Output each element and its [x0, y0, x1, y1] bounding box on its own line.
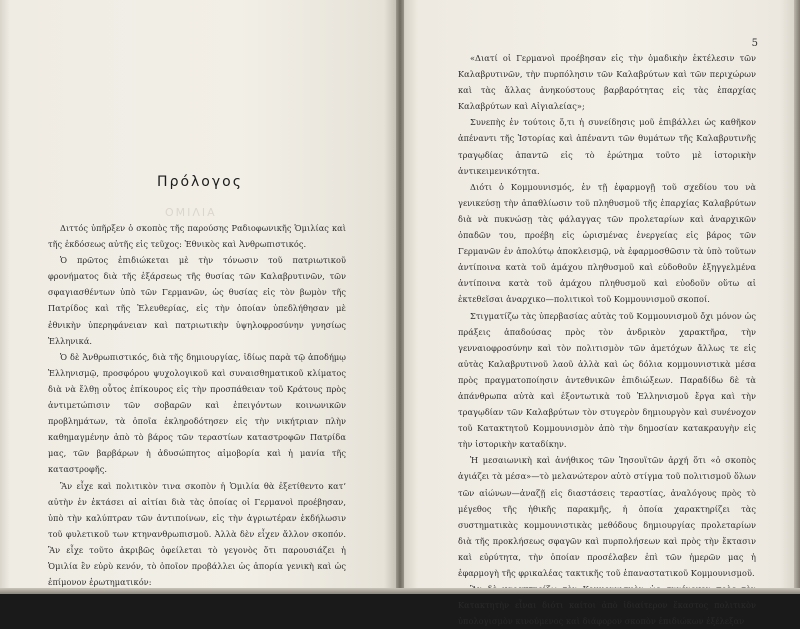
paragraph: Διότι ὁ Κομμουνισμός, ἐν τῇ ἐφαρμογῇ τοῦ σχεδίου του νὰ γενικεύσῃ τὴν ἀπαθλίωσιν τοῦ πληθυσμοῦ τῆς ἐπαρχίας Καλαβρύτων διὰ νὰ πυκνώσῃ τὰς φάλαγγας τῶν προλεταρίων καὶ ἀναρχικῶν ὀπαδῶν του, προέβη εἰς ὡρισμένας ἐνεργείας εἰς βάρος τῶν Γερμανῶν ἐν ἀπολύτῳ ἀποκλεισμῷ, νὰ ἐφαρμοσθῶσιν τὰ ὑπὸ τοῦτων ἀντίποινα κατὰ τοῦ ἀμάχου πληθυσμοῦ καὶ εὐδοθοῦν ἐξηγγελμένα ἀντίποινα κατὰ τοῦ ἀμάχου πληθυσμοῦ καὶ εὐοδοῦν οὕτω αἱ ἐκτεθεῖσαι ἀναρχικο—πολιτικοὶ τοῦ Κομμουνισμοῦ σκοποί. [458, 181, 756, 305]
paragraph: Ὁ πρῶτος ἐπιδιώκεται μὲ τὴν τόνωσιν τοῦ πατριωτικοῦ φρονήματος διὰ τῆς ἐξάρσεως τῆς θυσίας τῶν Καλαβρυτινῶν, τῶν σφαγιασθέντων ὑπὸ τῶν Γερμανῶν, ὡς θυσίας εἰς τὸν βωμὸν τῆς Πατρίδος καὶ τῆς Ἐλευθερίας, εἰς τὴν ὁποίαν ὑπεδλήθησαν μὲ ἐθνικὴν ὑπερηφάνειαν καὶ πατριωτικὴν ὑψηλοφροσύνην γνησίως Ἑλληνικά. [48, 255, 346, 346]
page-edge [794, 0, 800, 594]
page-title: Πρόλογος [157, 174, 243, 190]
right-page [400, 0, 800, 627]
paragraph: Στιγματίζω τὰς ὑπερβασίας αὐτὰς τοῦ Κομμουνισμοῦ ὄχι μόνον ὡς πράξεις ἀπαδούσας πρὸς τὸν ἀνδρικὸν χαρακτῆρα, τὴν γενναιοφροσύνην καὶ τὸν πολιτισμὸν τῶν ἀμετόχων ἄλλως τε εἰς αὐτὰς Καλαβρυτινοῦ λαοῦ ἀλλὰ καὶ ὡς δόλια κομμουνιστικὰ μέσα πρὸς πραγματοποίησιν ἀντεθνικῶν ἐπιδιώξεων. Παραδίδω δὲ τὰ ἀπάνθρωπα αὐτὰ καὶ ἐξοντωτικὰ τοῦ Ἑλληνισμοῦ ἔργα καὶ τὴν τραγῳδίαν τῶν Καλαβρύτων τὸν στυγερὸν δημιουργὸν καὶ συνένοχον τοῦ Κατακτητοῦ Κομμουνισμὸν ἀπὸ τὴν δημοσίαν κατακραυγὴν εἰς τὴν ἱστορικὴν καταδίκην. [458, 310, 756, 450]
paragraph: Ὁ δὲ Ἀνθρωπιστικός, διὰ τῆς δημιουργίας, ἰδίως παρὰ τῷ ἀποδήμῳ Ἑλληνισμῷ, προσφόρου ψυχολογικοῦ καὶ συναισθηματικοῦ κλίματος διὰ νὰ ἔλθῃ οὗτος ἐπίκουρος εἰς τὴν προσπάθειαν τοῦ Κράτους πρὸς ἀντιμετώπισιν τῶν σοβαρῶν καὶ ἐπειγόντων κοινωνικῶν προβλημάτων, τὰ ὁποῖα ἐκληροδότησεν εἰς τὴν νικήτριαν πλὴν καθημαγμένην ἀπὸ τὸ βάρος τῶν τεραστίων καταστροφῶν Πατρίδα μας, τῶν βαρβάρων ἡ ἀδυσώπητος αἱμοβορία καὶ ἡ μανία τῆς καταστροφῆς. [48, 351, 346, 475]
book-gutter [396, 0, 404, 594]
paragraph: «Διατί οἱ Γερμανοὶ προέβησαν εἰς τὴν ὁμαδικὴν ἐκτέλεσιν τῶν Καλαβρυτινῶν, τὴν πυρπόλησιν τῶν Καλαβρύτων καὶ τῶν περιχώρων καὶ τὰς ἄλλας ἀνηκούστους βαρβαρότητας εἰς τὰς ἐπαρχίας Καλαβρύτων καὶ Αἰγιαλείας»; [458, 53, 756, 112]
right-page-body [458, 50, 756, 629]
paragraph: Διττός ὑπῆρξεν ὁ σκοπὸς τῆς παρούσης Ραδιοφωνικῆς Ὁμιλίας καὶ τῆς ἐκδόσεως αὐτῆς εἰς τεῦχος: Ἐθνικὸς καὶ Ἀνθρωπιστικός. [48, 223, 346, 250]
page-number: 5 [751, 38, 758, 49]
paragraph: Ἂν εἶχε καὶ πολιτικὸν τινα σκοπὸν ἡ Ὁμιλία θὰ ἐξετίθεντο κατ’ αὐτὴν ἐν ἐκτάσει αἱ αἰτίαι διὰ τὰς ὁποίας οἱ Γερμανοὶ προέβησαν, ὑπὸ τὴν καλύπτραν τῶν ἀντιποίνων, εἰς τὴν ἀγριωτέραν ἐκδήλωσιν τοῦ φυλετικοῦ των κτηνανθρωπισμοῦ. Ἀλλὰ δὲν εἶχεν ἄλλον σκοπόν. Ἂν εἶχε τοῦτο ἀκριβῶς ὀφείλεται τὸ γεγονὸς ὅτι παρουσιάζει ἡ Ὁμιλία ἓν εὐρὺ κενόν, τὸ ὁποῖον προβάλλει ὡς ἀπορία γενικὴ καὶ ὡς ἐπίμονον ἐρωτηματικόν: [48, 480, 346, 588]
left-page [0, 0, 400, 594]
page-bottom-edge [0, 588, 800, 594]
paragraph: Συνεπὴς ἐν τούτοις ὅ,τι ἡ συνείδησις μοῦ ἐπιβάλλει ὡς καθῆκον ἀπέναντι τῆς Ἱστορίας καὶ ἀπέναντι τῶν θυμάτων τῆς Καλαβρυτινῆς τραγῳδίας ἀπαντῶ εἰς τὸ ἐρώτημα τοῦτο μὲ ἱστορικὴν ἀντικειμενικότητα. [458, 117, 756, 176]
left-page-body [48, 220, 346, 590]
bleed-through-text: ΟΜΙΛΙΑ [165, 206, 217, 219]
paragraph: Ἡ μεσαιωνικὴ καὶ ἀνήθικος τῶν Ἰησουϊτῶν ἀρχή ὅτι «ὁ σκοπὸς ἁγιάζει τὰ μέσα»—τὸ μελανώτερον αὐτὸ στίγμα τοῦ πολιτισμοῦ ὅλων τῶν αἰώνων—ἀναζῇ εἰς διαστάσεις τεραστίας, ἀναλόγους πρὸς τὸ μέγεθος τῆς ἠθικῆς παρακμῆς, ἡ ὁποία χαρακτηρίζει τὰς συστηματικὰς κομμουνιστικὰς μεθόδους δημιουργίας προλεταρίων διὰ τῆς προκλήσεως σφαγῶν καὶ πυρπολήσεων καὶ πρὸς τὴν ἔκτασιν καὶ εὐρύτητα, τὴν ὁποίαν προσέλαβεν ἐπὶ τῶν ἡμερῶν μας ἡ ἐφαρμογὴ τῆς φρικαλέας τακτικῆς τοῦ ἐπαναστατικοῦ Κομμουνισμοῦ. [458, 455, 756, 578]
paragraph: Κατακτητὴν εἶναι διότι καίτοι ἀπὸ ἰδιαίτερον ἕκαστος πολιτικὸν ὑπολογισμὸν κινούμενος καὶ διάφορον σκοπὸν ἐπιδιώκων ἐξέλεξαν [458, 600, 756, 627]
